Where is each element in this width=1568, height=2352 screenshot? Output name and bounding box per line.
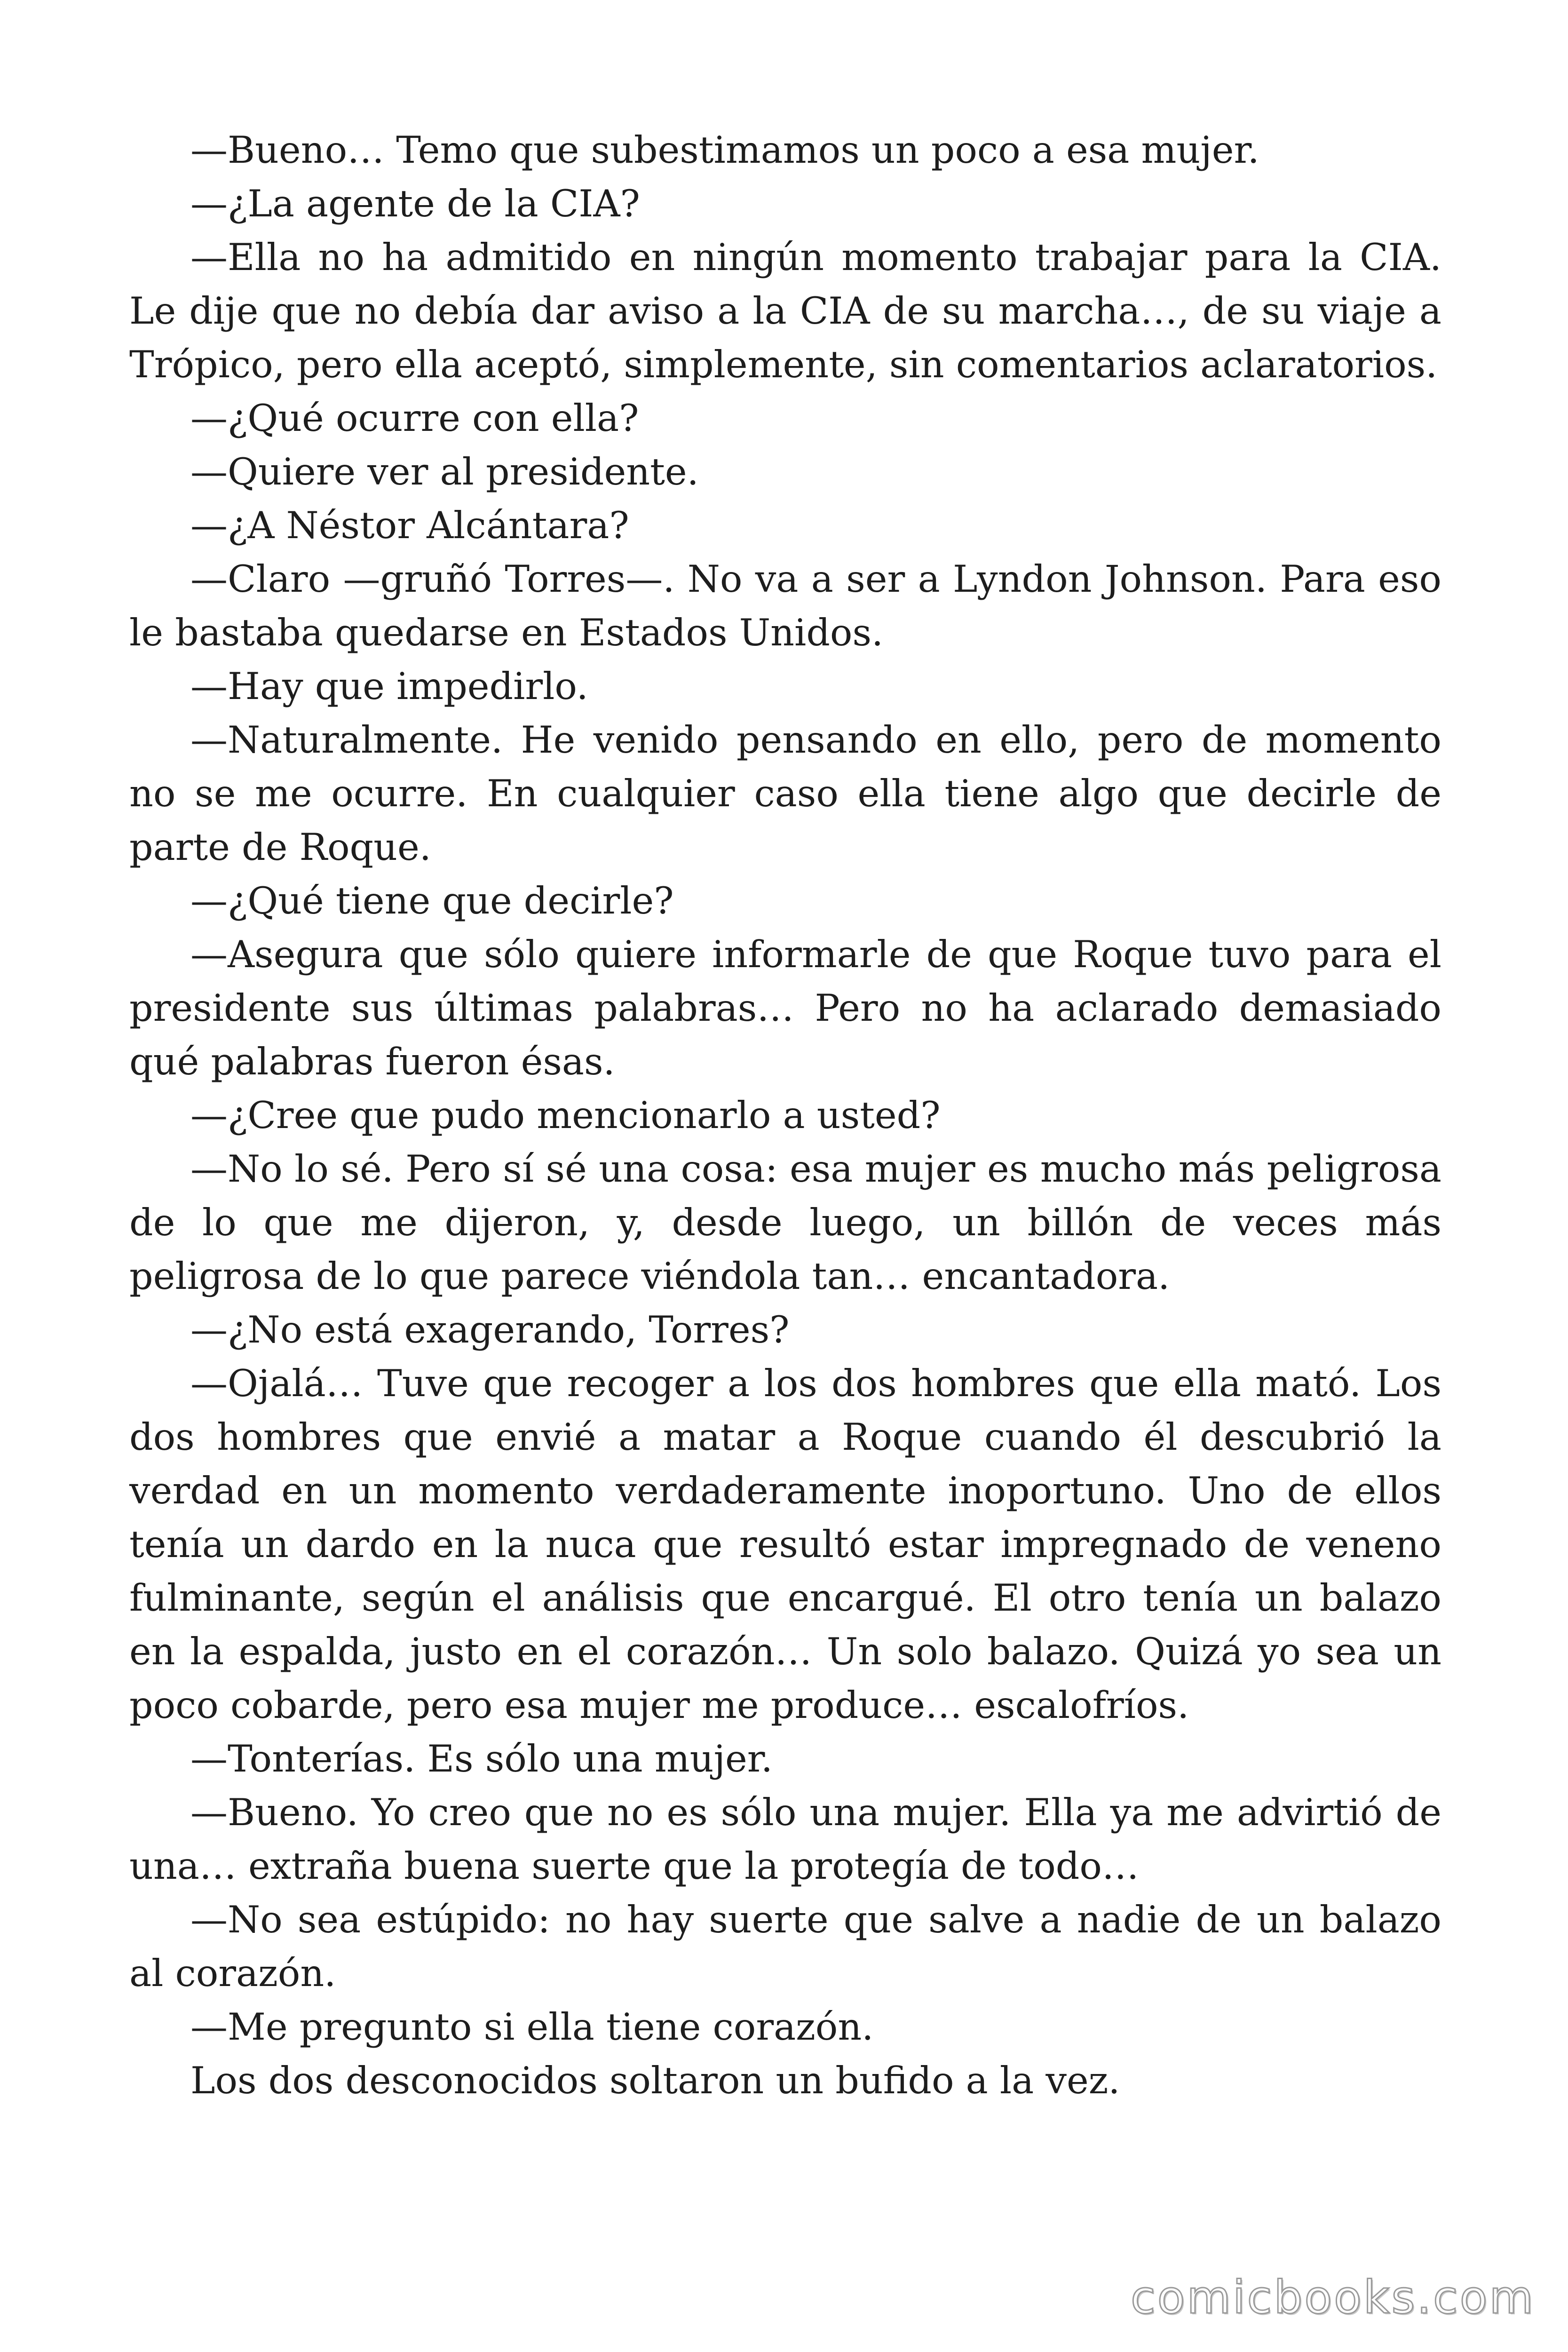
paragraph: —Ojalá… Tuve que recoger a los dos hombres que ella mató. Los dos hombres que envié a matar a Roque cuando él descubrió la verdad en un momento verdaderamente inoportuno. Uno de ellos tenía un dardo en la nuca que resultó estar impregnado de veneno fulminante, según el análisis que encargué. El otro tenía un balazo en la espalda, justo en el corazón… Un solo balazo. Quizá yo sea un poco cobarde, pero esa mujer me produce… escalofríos. [129,1362,1441,1727]
paragraph: —¿Qué ocurre con ella? [190,397,639,440]
paragraph: —Asegura que sólo quiere informarle de que Roque tuvo para el presidente sus últimas palabras… Pero no ha aclarado demasiado qué palabras fueron ésas. [129,933,1441,1083]
paragraph: —¿Qué tiene que decirle? [190,879,674,922]
paragraph: —¿Cree que pudo mencionarlo a usted? [190,1094,941,1137]
paragraph: Los dos desconocidos soltaron un bufido a la vez. [190,2059,1120,2102]
paragraph: —Ella no ha admitido en ningún momento trabajar para la CIA. Le dije que no debía dar aviso a la CIA de su marcha…, de su viaje a Trópico, pero ella aceptó, simplemente, sin comentarios aclaratorios. [129,236,1441,386]
paragraph: —Naturalmente. He venido pensando en ello, pero de momento no se me ocurre. En cualquier caso ella tiene algo que decirle de parte de Roque. [129,718,1441,869]
paragraph: —Claro —gruñó Torres—. No va a ser a Lyndon Johnson. Para eso le bastaba quedarse en Estados Unidos. [129,557,1441,654]
paragraph: —¿La agente de la CIA? [190,182,640,225]
paragraph: —¿A Néstor Alcántara? [190,504,629,547]
paragraph: —No lo sé. Pero sí sé una cosa: esa mujer es mucho más peligrosa de lo que me dijeron, y, desde luego, un billón de veces más peligrosa de lo que parece viéndola tan… encantadora. [129,1147,1441,1298]
paragraph: —Me pregunto si ella tiene corazón. [190,2005,874,2049]
paragraph: —Hay que impedirlo. [190,665,588,708]
paragraph: —Tonterías. Es sólo una mujer. [190,1737,773,1780]
paragraph: —No sea estúpido: no hay suerte que salve a nadie de un balazo al corazón. [129,1898,1441,1995]
watermark: comicbooks.com [1130,2271,1535,2324]
paragraph: —Bueno. Yo creo que no es sólo una mujer. Ella ya me advirtió de una… extraña buena suerte que la protegía de todo… [129,1791,1441,1888]
paragraph: —Bueno… Temo que subestimamos un poco a esa mujer. [190,128,1259,172]
body-text [129,123,1441,2107]
paragraph: —Quiere ver al presidente. [190,450,699,493]
paragraph: —¿No está exagerando, Torres? [190,1308,790,1351]
